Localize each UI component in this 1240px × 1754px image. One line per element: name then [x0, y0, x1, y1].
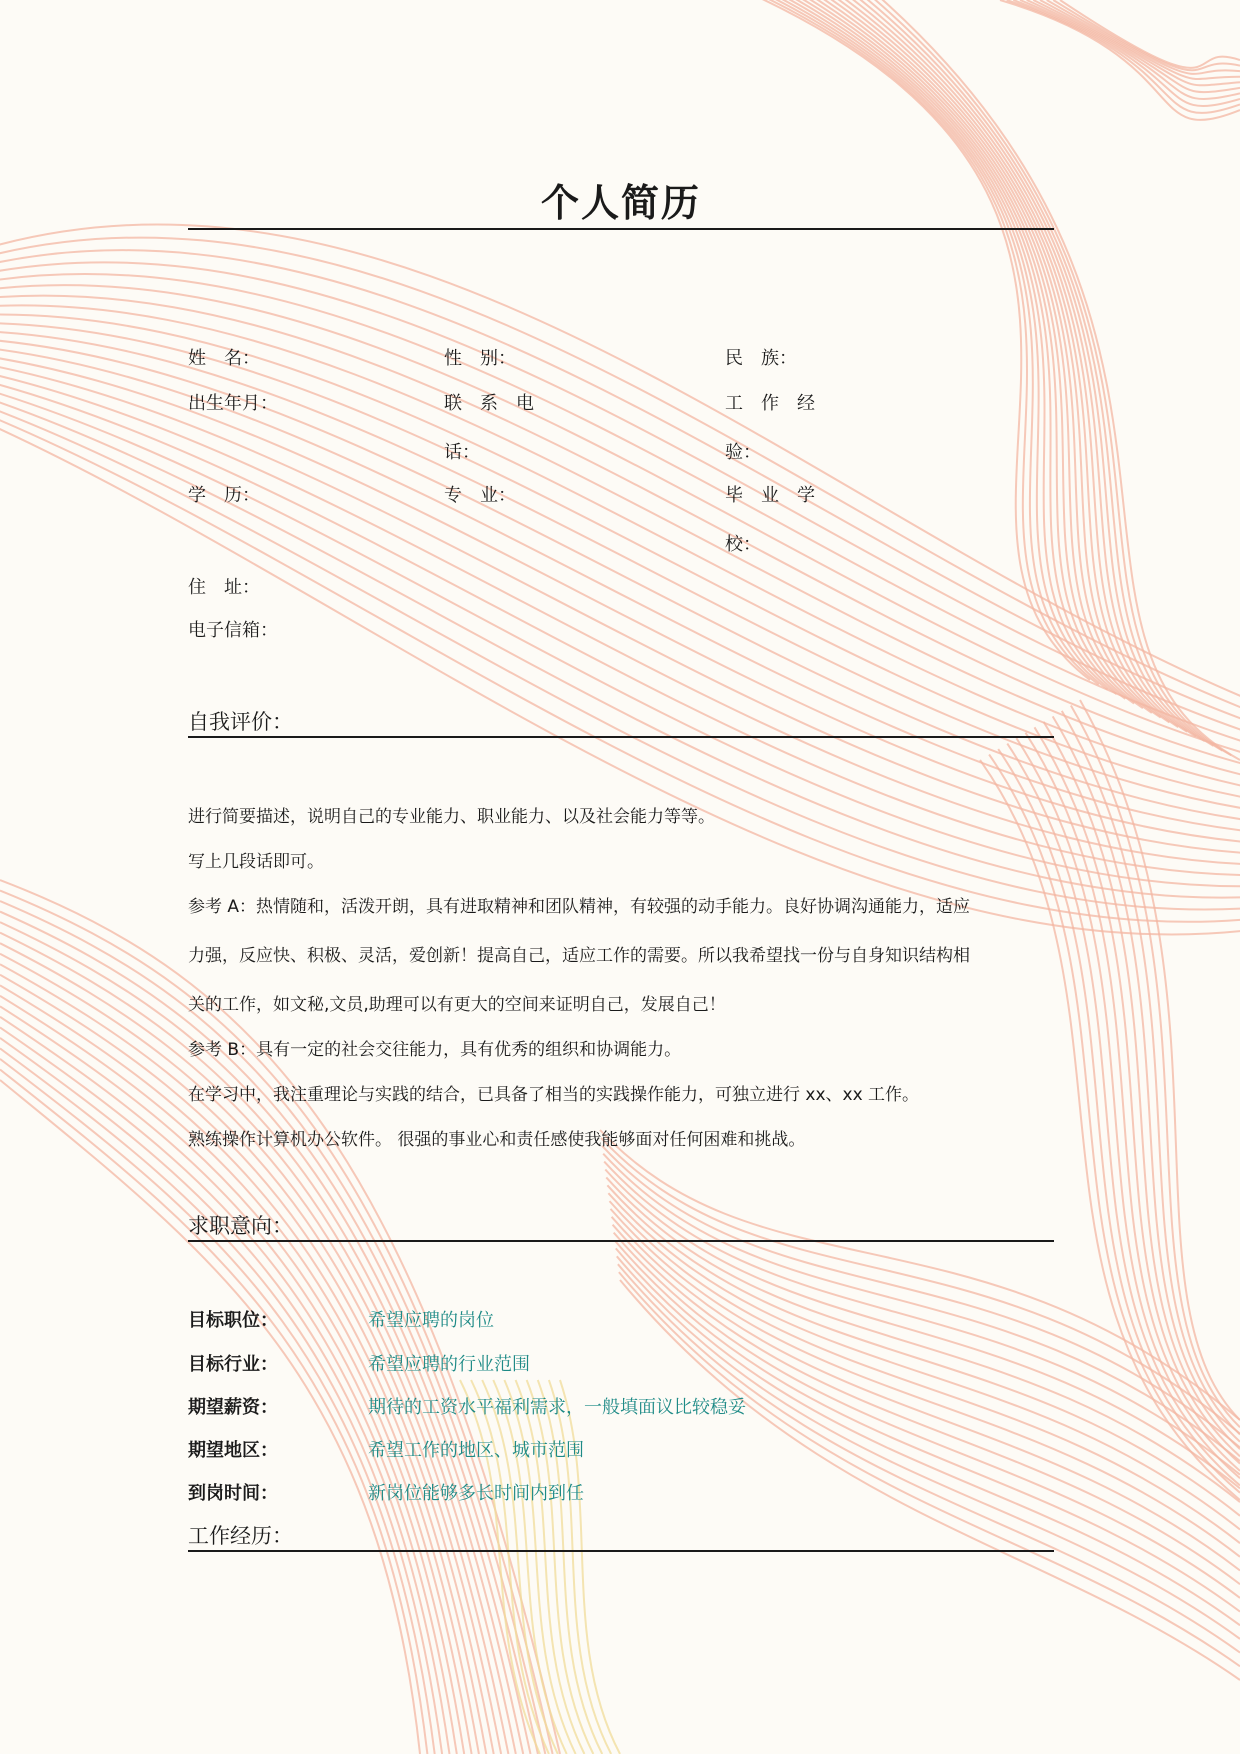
work-history-heading: 工作经历：	[188, 1524, 293, 1548]
major-label: 专 业：	[444, 485, 516, 506]
target-industry-value: 希望应聘的行业范围	[368, 1354, 530, 1375]
school-label-cont: 校：	[725, 534, 761, 555]
self-eval-line: 关的工作，如文秘,文员,助理可以有更大的空间来证明自己，发展自己！	[188, 995, 726, 1015]
birth-label: 出生年月：	[188, 393, 278, 414]
gender-label: 性 别：	[444, 348, 516, 369]
target-industry-label: 目标行业：	[188, 1354, 278, 1375]
school-label: 毕业学	[725, 485, 833, 506]
self-eval-line: 参考 A：热情随和，活泼开朗，具有进取精神和团队精神，有较强的动手能力。良好协调沟通能力，适应	[188, 897, 971, 917]
phone-label: 联系电	[444, 393, 552, 414]
target-position-value: 希望应聘的岗位	[368, 1310, 494, 1331]
self-eval-line: 在学习中，我注重理论与实践的结合，已具备了相当的实践操作能力，可独立进行 xx、xx 工作。	[188, 1085, 920, 1105]
job-intent-divider	[188, 1240, 1054, 1242]
self-eval-line: 熟练操作计算机办公软件。 很强的事业心和责任感使我能够面对任何困难和挑战。	[188, 1130, 806, 1150]
target-position-label: 目标职位：	[188, 1310, 278, 1331]
self-eval-divider	[188, 736, 1054, 738]
expected-salary-value: 期待的工资水平福利需求，一般填面议比较稳妥	[368, 1397, 746, 1418]
title-divider	[188, 228, 1054, 230]
work-history-divider	[188, 1550, 1054, 1552]
self-eval-line: 力强，反应快、积极、灵活，爱创新！提高自己，适应工作的需要。所以我希望找一份与自身知识结构相	[188, 946, 970, 966]
name-label: 姓 名：	[188, 348, 260, 369]
self-eval-line: 写上几段话即可。	[188, 852, 324, 872]
education-label: 学 历：	[188, 485, 260, 506]
self-eval-heading: 自我评价：	[188, 710, 293, 734]
experience-label: 工作经	[725, 393, 833, 414]
job-intent-heading: 求职意向：	[188, 1214, 293, 1238]
page-title: 个人简历	[540, 181, 701, 225]
phone-label-cont: 话：	[444, 442, 480, 463]
ethnicity-label: 民 族：	[725, 348, 797, 369]
expected-region-value: 希望工作的地区、城市范围	[368, 1440, 584, 1461]
expected-region-label: 期望地区：	[188, 1440, 278, 1461]
address-label: 住 址：	[188, 577, 260, 598]
expected-salary-label: 期望薪资：	[188, 1397, 278, 1418]
self-eval-line: 参考 B：具有一定的社会交往能力，具有优秀的组织和协调能力。	[188, 1040, 682, 1060]
experience-label-cont: 验：	[725, 442, 761, 463]
email-label: 电子信箱：	[188, 620, 278, 641]
start-time-value: 新岗位能够多长时间内到任	[368, 1483, 584, 1504]
start-time-label: 到岗时间：	[188, 1483, 278, 1504]
self-eval-line: 进行简要描述，说明自己的专业能力、职业能力、以及社会能力等等。	[188, 807, 715, 827]
